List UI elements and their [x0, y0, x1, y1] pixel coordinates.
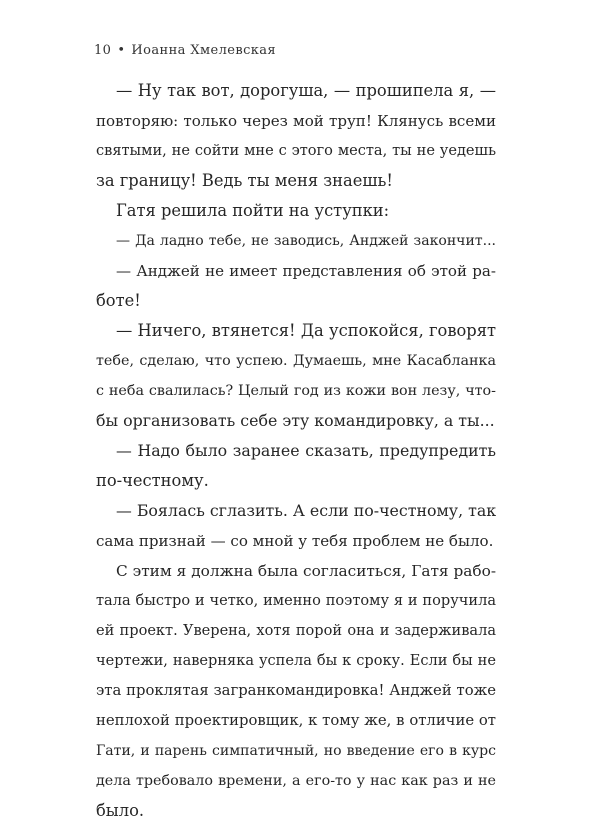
text-line: — Анджей не имеет представления об этой ра-: [116, 262, 496, 280]
text-line: тала быстро и четко, именно поэтому я и поручила: [96, 592, 496, 609]
text-line: было.: [96, 801, 145, 820]
header-separator: •: [117, 43, 126, 58]
text-line: — Да ладно тебе, не заводись, Анджей закончит...: [116, 233, 496, 249]
text-line: сама признай — со мной у тебя проблем не было.: [96, 532, 494, 550]
text-line: боте!: [96, 291, 141, 310]
running-header: [94, 43, 276, 58]
text-line: неплохой проектировщик, к тому же, в отличие от: [96, 712, 496, 729]
text-line: — Ничего, втянется! Да успокойся, говорят: [116, 321, 496, 340]
text-line: эта проклятая загранкомандировка! Анджей тоже: [96, 682, 496, 699]
text-line: тебе, сделаю, что успею. Думаешь, мне Касабланка: [96, 353, 496, 369]
text-line: ей проект. Уверена, хотя порой она и задерживала: [96, 622, 496, 639]
text-line: по-честному.: [96, 471, 209, 490]
text-line: дела требовало времени, а его-то у нас как раз и не: [96, 773, 496, 789]
text-line: за границу! Ведь ты меня знаешь!: [96, 171, 393, 190]
text-line: бы организовать себе эту командировку, а ты...: [96, 411, 495, 430]
text-line: — Надо было заранее сказать, предупредить: [116, 441, 496, 460]
text-line: — Боялась сглазить. А если по-честному, так: [116, 501, 497, 520]
text-line: чертежи, наверняка успела бы к сроку. Если бы не: [96, 652, 496, 669]
text-line: с неба свалилась? Целый год из кожи вон лезу, что-: [96, 383, 496, 399]
text-line: Гатя решила пойти на уступки:: [116, 201, 390, 220]
text-line: святыми, не сойти мне с этого места, ты не уедешь: [96, 142, 496, 159]
author-name: Иоанна Хмелевская: [131, 43, 277, 58]
text-line: Гати, и парень симпатичный, но введение его в курс: [96, 743, 496, 759]
text-line: повторяю: только через мой труп! Клянусь всеми: [96, 112, 496, 130]
page-number: 10: [94, 43, 112, 58]
text-line: С этим я должна была согласиться, Гатя рабо-: [116, 562, 496, 580]
text-line: — Ну так вот, дорогуша, — прошипела я, —: [116, 81, 496, 100]
